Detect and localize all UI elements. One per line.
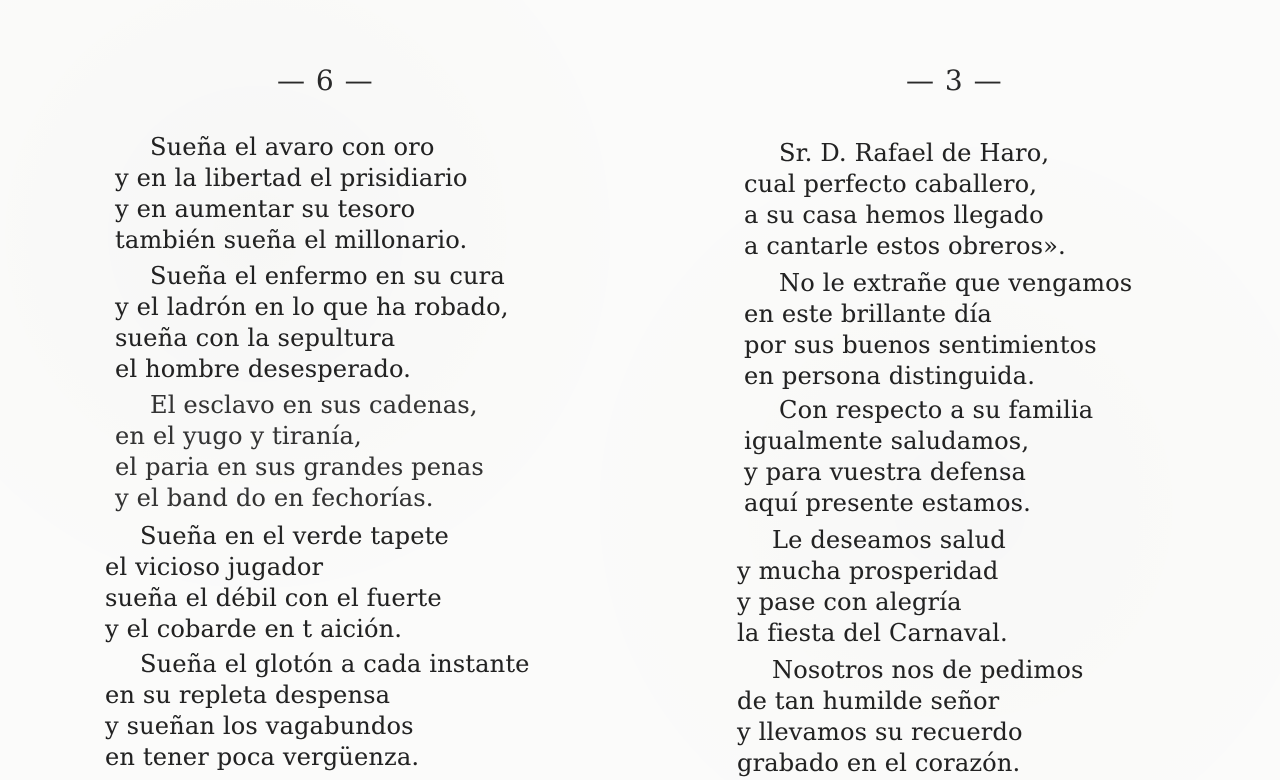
left-page-number: — 6 — <box>277 64 374 97</box>
poem-line: y pase con alegría <box>737 588 962 616</box>
poem-line: El esclavo en sus cadenas, <box>150 391 478 419</box>
poem-line: el hombre desesperado. <box>115 355 412 383</box>
poem-line: el vicioso jugador <box>105 553 324 581</box>
poem-line: el paria en sus grandes penas <box>115 453 484 481</box>
poem-line: Sueña el avaro con oro <box>150 133 435 161</box>
poem-line: grabado en el corazón. <box>737 749 1021 777</box>
right-page-number: — 3 — <box>906 64 1003 97</box>
left-stanza-3 <box>115 390 484 514</box>
poem-line: igualmente saludamos, <box>744 427 1030 455</box>
poem-line: y sueñan los vagabundos <box>105 712 414 740</box>
poem-line: y para vuestra defensa <box>744 458 1026 486</box>
right-stanza-2 <box>744 268 1132 392</box>
poem-line: y en la libertad el prisidiario <box>115 164 468 192</box>
right-stanza-1 <box>744 138 1066 262</box>
poem-line: de tan humilde señor <box>737 687 1000 715</box>
right-page <box>640 0 1280 780</box>
poem-line: en persona distinguida. <box>744 362 1036 390</box>
poem-line: sueña con la sepultura <box>115 324 396 352</box>
right-stanza-4 <box>737 525 1008 649</box>
poem-line: Sueña el glotón a cada instante <box>140 650 530 678</box>
right-stanza-3 <box>744 395 1093 519</box>
poem-line: en este brillante día <box>744 300 992 328</box>
poem-line: a su casa hemos llegado <box>744 201 1044 229</box>
poem-line: en el yugo y tiranía, <box>115 422 362 450</box>
poem-line: y el band do en fechorías. <box>115 484 434 512</box>
poem-line: y en aumentar su tesoro <box>115 195 416 223</box>
poem-line: No le extrañe que vengamos <box>779 269 1133 297</box>
poem-line: Sueña el enfermo en su cura <box>150 262 505 290</box>
poem-line: Nosotros nos de pedimos <box>772 656 1084 684</box>
poem-line: aquí presente estamos. <box>744 489 1031 517</box>
poem-line: y el ladrón en lo que ha robado, <box>115 293 509 321</box>
poem-line: cual perfecto caballero, <box>744 170 1038 198</box>
poem-line: por sus buenos sentimientos <box>744 331 1097 359</box>
poem-line: y el cobarde en t aición. <box>105 615 403 643</box>
poem-line: a cantarle estos obreros». <box>744 232 1066 260</box>
poem-line: también sueña el millonario. <box>115 226 468 254</box>
poem-line: la fiesta del Carnaval. <box>737 619 1008 647</box>
poem-line: Sueña en el verde tapete <box>140 522 449 550</box>
left-stanza-2 <box>115 261 509 385</box>
poem-line: sueña el débil con el fuerte <box>105 584 442 612</box>
left-stanza-1 <box>115 132 468 256</box>
left-stanza-5 <box>105 649 530 773</box>
poem-line: en tener poca vergüenza. <box>105 743 420 771</box>
right-stanza-5 <box>737 655 1084 779</box>
poem-line: y llevamos su recuerdo <box>737 718 1023 746</box>
poem-line: y mucha prosperidad <box>737 557 999 585</box>
poem-line: Con respecto a su familia <box>779 396 1094 424</box>
poem-line: Sr. D. Rafael de Haro, <box>779 139 1050 167</box>
poem-line: Le deseamos salud <box>772 526 1006 554</box>
poem-line: en su repleta despensa <box>105 681 391 709</box>
left-stanza-4 <box>105 521 449 645</box>
